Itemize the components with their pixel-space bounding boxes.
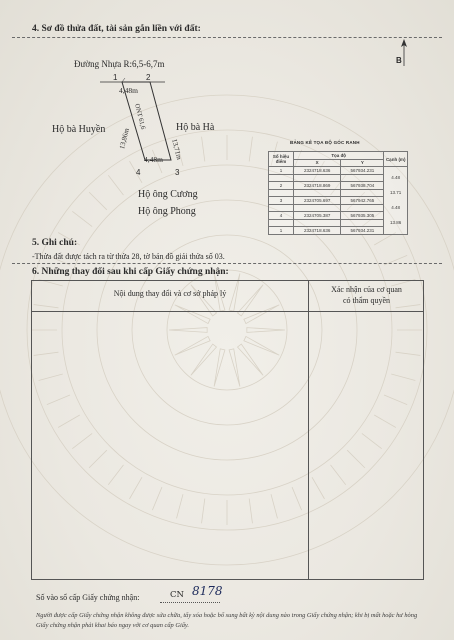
section5-note: -Thửa đất được tách ra từ thửa 28, tờ bản đồ giải thửa số 03. bbox=[32, 252, 225, 261]
cell-y: 567942.765 bbox=[341, 197, 384, 205]
changes-col2-header bbox=[308, 284, 425, 306]
dim-left: 13,86m bbox=[118, 127, 131, 150]
road-label: Đường Nhựa R:6,5-6,7m bbox=[74, 59, 165, 69]
cell-y-blank bbox=[341, 189, 384, 197]
footer-note: Người được cấp Giấy chứng nhận không được sửa chữa, tẩy xóa hoặc bổ sung bất kỳ nội dung nào trong Giấy chứng nhận; khi bị mất hoặc hư hỏng Giấy chứng nhận phải khai báo ngay với cơ quan cấp Giấy. bbox=[36, 612, 418, 629]
cell-edge: 4.48 bbox=[384, 174, 408, 182]
cell-x-blank bbox=[294, 174, 341, 182]
cell-edge bbox=[384, 197, 408, 205]
table-row bbox=[269, 182, 408, 190]
cell-y: 567934.231 bbox=[341, 227, 384, 235]
cell-y-blank bbox=[341, 219, 384, 227]
cell-edge: 4.48 bbox=[384, 204, 408, 212]
cell-edge: 13.71 bbox=[384, 189, 408, 197]
cell-edge bbox=[384, 182, 408, 190]
cell-edge bbox=[384, 212, 408, 220]
parcel-label: ONT 61,6 bbox=[133, 103, 147, 131]
neighbor-bottom-2: Hộ ông Phong bbox=[138, 206, 196, 217]
registry-dotted-line bbox=[160, 602, 220, 603]
table-row bbox=[269, 167, 408, 175]
changes-col1-header: Nội dung thay đổi và cơ sở pháp lý bbox=[113, 289, 227, 298]
section6-title: 6. Những thay đổi sau khi cấp Giấy chứng nhận: bbox=[32, 267, 229, 277]
cell-y: 567935.305 bbox=[341, 212, 384, 220]
cell-pt: 3 bbox=[269, 197, 294, 205]
point-label-1: 1 bbox=[113, 73, 118, 82]
col-coord: Tọa độ bbox=[294, 152, 384, 160]
neighbor-right: Hộ bà Hà bbox=[176, 122, 215, 133]
table-row bbox=[269, 174, 408, 182]
changes-table bbox=[31, 280, 424, 580]
table-row bbox=[269, 227, 408, 235]
cell-edge bbox=[384, 227, 408, 235]
cell-x: 2324705.697 bbox=[294, 197, 341, 205]
changes-col2-line1: Xác nhận của cơ quan bbox=[331, 285, 402, 294]
cell-pt: 1 bbox=[269, 167, 294, 175]
dim-top: 4,48m bbox=[119, 86, 138, 95]
cell-edge bbox=[384, 167, 408, 175]
dim-right: 13,71m bbox=[170, 138, 184, 161]
coordinate-table bbox=[268, 151, 408, 235]
cell-pt-blank bbox=[269, 189, 294, 197]
col-edge: Cạnh (m) bbox=[384, 152, 408, 167]
cell-pt-blank bbox=[269, 219, 294, 227]
section5-title: 5. Ghi chú: bbox=[32, 238, 78, 248]
col-x: X bbox=[294, 159, 341, 167]
column-divider bbox=[308, 281, 309, 579]
cell-x: 2324718.636 bbox=[294, 167, 341, 175]
point-label-3: 3 bbox=[175, 168, 180, 177]
point-label-2: 2 bbox=[146, 73, 151, 82]
cell-pt-blank bbox=[269, 204, 294, 212]
table-row bbox=[269, 212, 408, 220]
table-row bbox=[269, 197, 408, 205]
cell-pt: 1 bbox=[269, 227, 294, 235]
cell-y-blank bbox=[341, 174, 384, 182]
cell-pt: 4 bbox=[269, 212, 294, 220]
point-label-4: 4 bbox=[136, 168, 141, 177]
neighbor-bottom-1: Hộ ông Cương bbox=[138, 189, 198, 200]
col-point: Số hiệu điểm bbox=[269, 152, 294, 167]
cell-edge: 13.86 bbox=[384, 219, 408, 227]
dim-bottom: 4,48m bbox=[144, 155, 163, 164]
cell-x-blank bbox=[294, 204, 341, 212]
changes-col2-line2: có thẩm quyền bbox=[342, 296, 391, 305]
cell-y: 567938.704 bbox=[341, 182, 384, 190]
cell-y: 567934.231 bbox=[341, 167, 384, 175]
cell-pt: 2 bbox=[269, 182, 294, 190]
registry-label: Số vào sổ cấp Giấy chứng nhận: bbox=[36, 593, 140, 602]
section4-title: 4. Sơ đồ thửa đất, tài sản gắn liền với đất: bbox=[32, 24, 201, 34]
north-label: B bbox=[396, 56, 402, 65]
table-row bbox=[269, 204, 408, 212]
coord-table-title: BẢNG KÊ TỌA ĐỘ GÓC RANH bbox=[290, 140, 360, 145]
registry-handwritten-number: 8178 bbox=[192, 584, 223, 598]
cell-x: 2324718.869 bbox=[294, 182, 341, 190]
col-y: Y bbox=[341, 159, 384, 167]
cell-x-blank bbox=[294, 189, 341, 197]
cell-pt-blank bbox=[269, 174, 294, 182]
cell-y-blank bbox=[341, 204, 384, 212]
table-row bbox=[269, 219, 408, 227]
registry-prefix: CN bbox=[170, 590, 184, 600]
header-divider bbox=[32, 311, 423, 312]
cell-x-blank bbox=[294, 219, 341, 227]
separator bbox=[12, 263, 442, 264]
neighbor-left: Hộ bà Huyền bbox=[52, 124, 106, 135]
cell-x: 2324705.387 bbox=[294, 212, 341, 220]
separator bbox=[12, 37, 442, 38]
table-row bbox=[269, 189, 408, 197]
cell-x: 2324718.636 bbox=[294, 227, 341, 235]
